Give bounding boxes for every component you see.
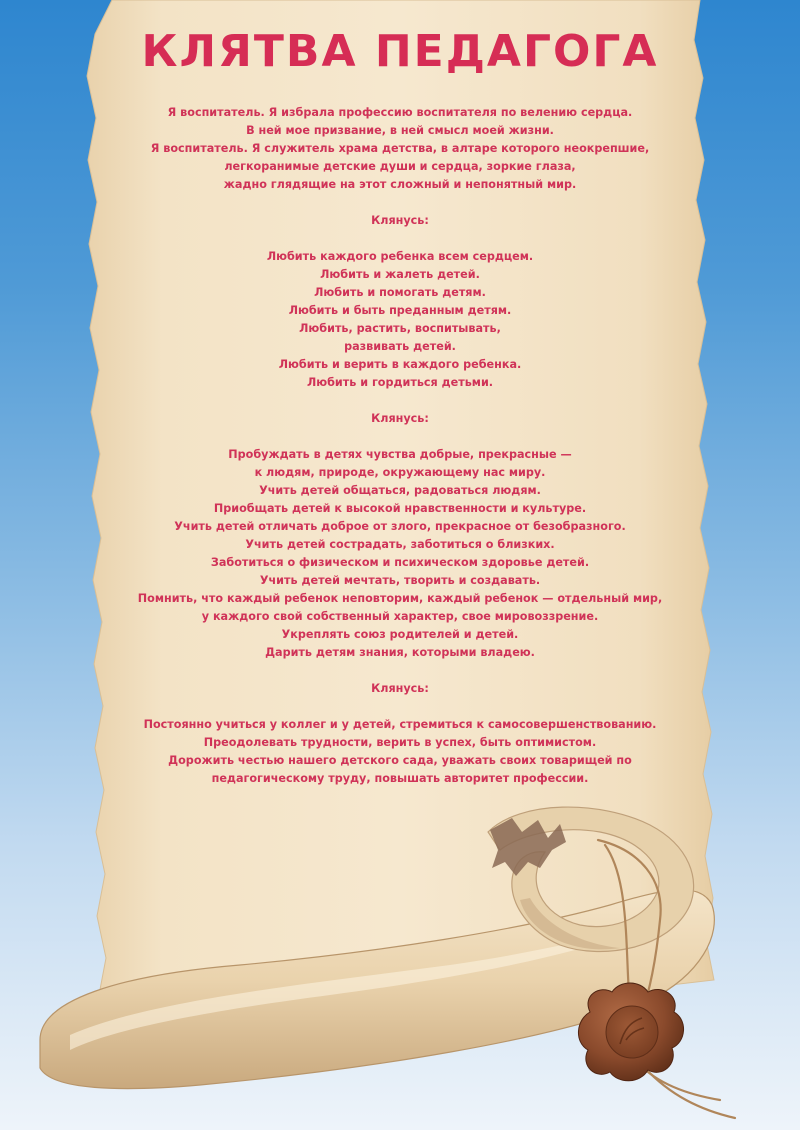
vow-line: у каждого свой собственный характер, свое мировоззрение. [201,610,599,623]
vow-line: Любить и верить в каждого ребенка. [278,358,522,371]
vow-paragraph-3 [110,716,690,788]
vow-heading [110,212,690,230]
vow-line: Помнить, что каждый ребенок неповторим, каждый ребенок — отдельный мир, [137,592,663,605]
vow-label: Клянусь: [371,682,429,695]
page-title: КЛЯТВА ПЕДАГОГА [141,26,659,77]
intro-line: Я воспитатель. Я служитель храма детства, в алтаре которого неокрепшие, [150,142,650,155]
intro-line: легкоранимые детские души и сердца, зоркие глаза, [224,160,576,173]
vow-line: Пробуждать в детях чувства добрые, прекрасные — [228,448,572,461]
vow-line: Преодолевать трудности, верить в успех, быть оптимистом. [203,736,597,749]
vow-line: Любить и гордиться детьми. [306,376,494,389]
intro-line: жадно глядящие на этот сложный и непонятный мир. [223,178,577,191]
vow-line: Учить детей общаться, радоваться людям. [259,484,541,497]
vow-paragraph-1 [110,248,690,392]
vow-line: Любить каждого ребенка всем сердцем. [266,250,534,263]
vow-line: Любить и жалеть детей. [320,268,480,281]
vow-line: педагогическому труду, повышать авторитет профессии. [211,772,589,785]
vow-line: Любить, растить, воспитывать, [299,322,501,335]
vow-label: Клянусь: [371,412,429,425]
vow-line: Заботиться о физическом и психическом здоровье детей. [210,556,590,569]
intro-line: В ней мое призвание, в ней смысл моей жизни. [246,124,554,137]
vow-line: Приобщать детей к высокой нравственности и культуре. [213,502,587,515]
wax-seal-icon [578,983,683,1081]
vow-line: Укреплять союз родителей и детей. [281,628,519,641]
vow-line: Учить детей сострадать, заботиться о близких. [245,538,555,551]
vow-heading [110,680,690,698]
vow-line: Учить детей отличать доброе от злого, прекрасное от безобразного. [174,520,626,533]
vow-line: Постоянно учиться у коллег и у детей, стремиться к самосовершенствованию. [143,718,657,731]
oath-text [110,104,690,788]
vow-line: Любить и помогать детям. [314,286,486,299]
intro-line: Я воспитатель. Я избрала профессию воспитателя по велению сердца. [167,106,633,119]
intro-paragraph [110,104,690,194]
vow-line: Дарить детям знания, которыми владею. [265,646,535,659]
vow-line: Дорожить честью нашего детского сада, уважать своих товарищей по [168,754,632,767]
vow-label: Клянусь: [371,214,429,227]
vow-heading [110,410,690,428]
vow-line: развивать детей. [344,340,456,353]
vow-line: Учить детей мечтать, творить и создавать. [259,574,541,587]
vow-line: Любить и быть преданным детям. [288,304,512,317]
vow-paragraph-2 [110,446,690,662]
vow-line: к людям, природе, окружающему нас миру. [254,466,546,479]
